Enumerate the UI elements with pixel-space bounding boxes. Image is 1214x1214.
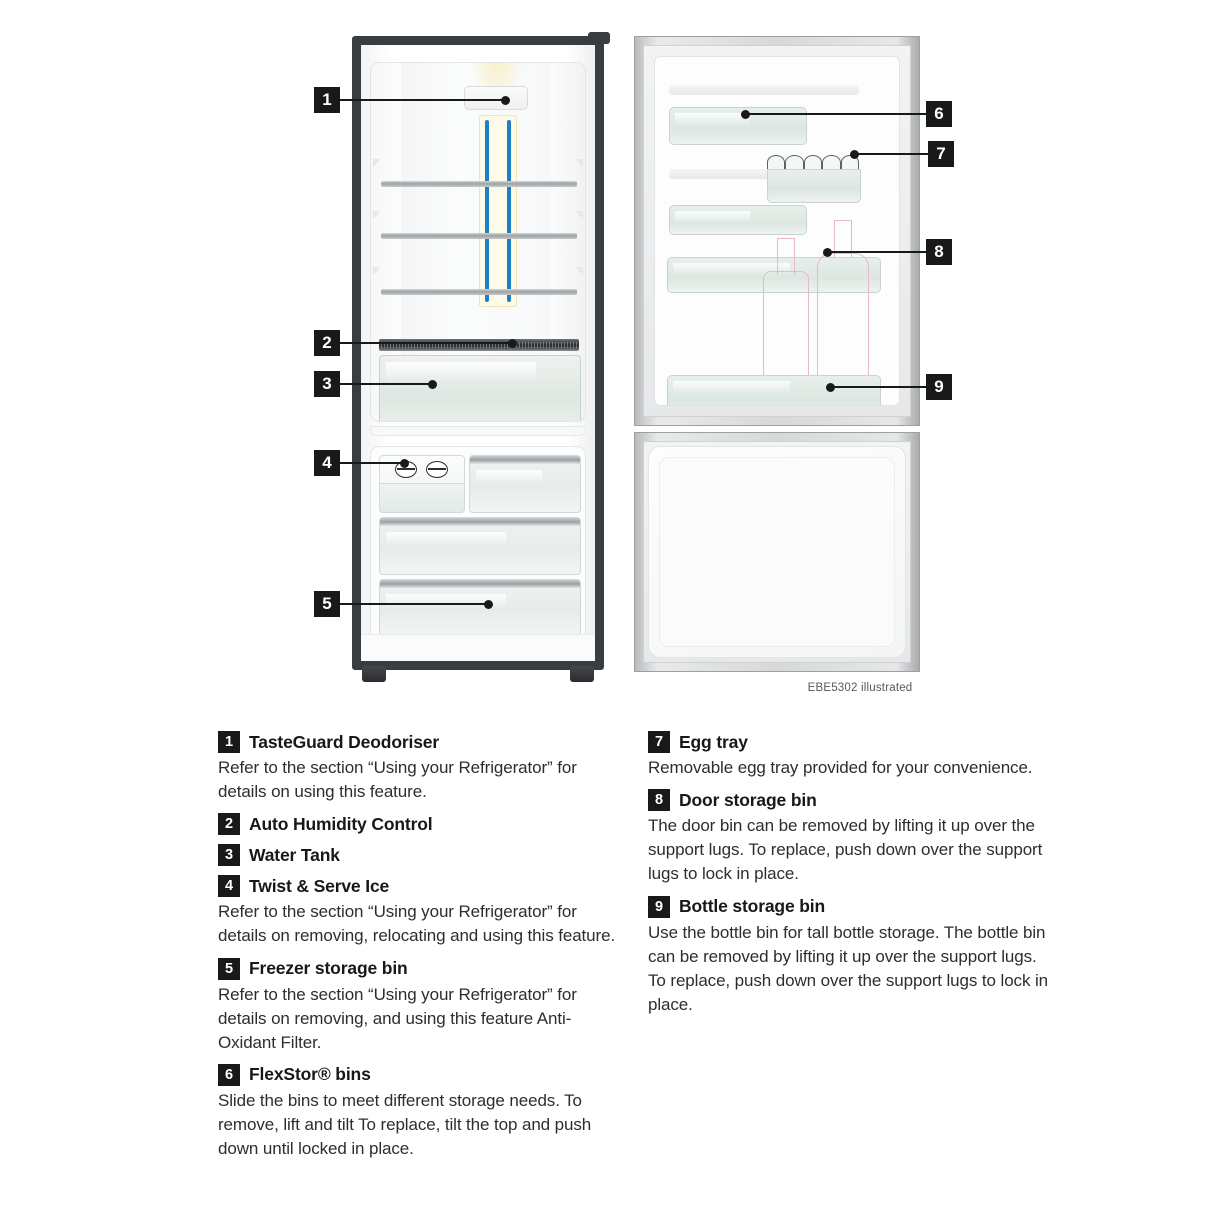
fridge-compartment [370, 62, 586, 422]
legend-number-badge: 3 [218, 844, 240, 866]
legend-body: Refer to the section “Using your Refrigerator” for details on using this feature. [218, 758, 577, 802]
duct-stripe-left [485, 120, 489, 302]
callout-dot [508, 339, 517, 348]
legend-number-badge: 1 [218, 731, 240, 753]
legend-entry-header [218, 958, 618, 980]
egg-cup [767, 155, 785, 170]
legend-number-badge: 7 [648, 731, 670, 753]
legend-entry [218, 958, 618, 1055]
legend-title: Twist & Serve Ice [249, 875, 390, 896]
legend-entry-header [218, 731, 618, 753]
callout-leader-line [855, 153, 928, 155]
legend-body: Removable egg tray provided for your convenience. [648, 758, 1033, 777]
legend-entry [648, 731, 1048, 780]
twist-knob-icon [426, 461, 448, 478]
legend-title: Freezer storage bin [249, 958, 408, 978]
glass-shelf-3 [381, 289, 577, 295]
legend-column-right [648, 722, 1048, 1019]
callout-leader-line [340, 462, 404, 464]
callout-3 [314, 371, 437, 397]
callout-1 [314, 87, 510, 113]
callout-7 [850, 141, 954, 167]
legend-entry [218, 875, 618, 948]
callout-6 [741, 101, 952, 127]
legend-entry [218, 813, 618, 835]
legend-entry [218, 731, 618, 804]
fridge-door-panel [634, 36, 920, 426]
legend-title: Bottle storage bin [679, 896, 826, 916]
legend-title: Auto Humidity Control [249, 813, 433, 834]
flexstor-bin-lower [669, 205, 807, 235]
callout-badge: 5 [314, 591, 340, 617]
egg-cup [785, 155, 803, 170]
callout-badge: 1 [314, 87, 340, 113]
callout-badge: 7 [928, 141, 954, 167]
callout-badge: 8 [926, 239, 952, 265]
legend-entry [218, 1064, 618, 1161]
shelf-lug-icon [576, 211, 583, 220]
legend-body: Use the bottle bin for tall bottle storage. The bottle bin can be removed by lifting it up over the support lugs. To replace, push down over the support lugs to lock in place. [648, 922, 1049, 1014]
legend-body: Refer to the section “Using your Refrigerator” for details on removing, and using this feature Anti-Oxidant Filter. [218, 984, 577, 1052]
callout-9 [826, 374, 952, 400]
callout-leader-line [340, 99, 505, 101]
bottle-outline-large [817, 253, 869, 382]
cabinet-top-cap [588, 32, 610, 44]
legend-body: Slide the bins to meet different storage needs. To remove, lift and tilt To replace, tilt the top and push down until locked in place. [218, 1090, 592, 1159]
callout-badge: 9 [926, 374, 952, 400]
callout-leader-line [828, 251, 926, 253]
legend-entry-header [648, 789, 1048, 811]
adjustable-foot-right [570, 666, 594, 682]
bottle-outline-small [763, 271, 809, 382]
door-rail-top [669, 85, 859, 95]
freezer-door-panel [634, 432, 920, 672]
legend-entry-header [218, 875, 618, 897]
duct-stripe-right [507, 120, 511, 302]
callout-badge: 6 [926, 101, 952, 127]
legend-title: Egg tray [679, 731, 748, 752]
callout-badge: 4 [314, 450, 340, 476]
legend-title: Door storage bin [679, 789, 817, 810]
callout-leader-line [340, 342, 512, 344]
legend-body: Refer to the section “Using your Refrigerator” for details on removing, relocating and using this feature. [218, 902, 616, 946]
egg-cups-icon [767, 155, 859, 170]
callout-badge: 2 [314, 330, 340, 356]
legend-entry-header [218, 1064, 618, 1086]
legend-columns [0, 722, 1214, 1214]
legend-number-badge: 8 [648, 789, 670, 811]
cabinet-plinth [361, 634, 595, 661]
legend-number-badge: 5 [218, 958, 240, 980]
legend-title: Water Tank [249, 844, 340, 865]
legend-entry-header [218, 844, 618, 866]
freezer-door-inner-panel [659, 457, 895, 647]
ice-collection-bin [379, 483, 465, 513]
callout-dot [501, 96, 510, 105]
model-caption: EBE5302 illustrated [807, 682, 913, 694]
shelf-lug-icon [576, 267, 583, 276]
callout-8 [823, 239, 952, 265]
callout-leader-line [340, 603, 488, 605]
compartment-divider [370, 426, 586, 436]
glass-shelf-2 [381, 233, 577, 239]
adjustable-foot-left [362, 666, 386, 682]
callout-dot [484, 600, 493, 609]
legend-entry-header [648, 731, 1048, 753]
shelf-lug-icon [373, 211, 380, 220]
shelf-lug-icon [576, 159, 583, 168]
legend-entry [648, 789, 1048, 886]
legend-entry [648, 896, 1048, 1018]
callout-dot [428, 380, 437, 389]
airflow-duct [479, 115, 517, 307]
legend-number-badge: 2 [218, 813, 240, 835]
callout-leader-line [831, 386, 926, 388]
freezer-bin-top-right [469, 455, 581, 513]
bottle-neck [777, 238, 795, 275]
egg-tray [767, 169, 861, 203]
callout-leader-line [746, 113, 926, 115]
legend-entry [218, 844, 618, 866]
legend-number-badge: 4 [218, 875, 240, 897]
freezer-door-liner [648, 446, 906, 658]
shelf-lug-icon [373, 267, 380, 276]
callout-badge: 3 [314, 371, 340, 397]
egg-cup [804, 155, 822, 170]
glass-shelf-1 [381, 181, 577, 187]
legend-entry-header [218, 813, 618, 835]
legend-body: The door bin can be removed by lifting it up over the support lugs. To replace, push down over the support lugs to lock in place. [648, 816, 1043, 884]
egg-cup [822, 155, 840, 170]
shelf-lug-icon [373, 159, 380, 168]
legend-number-badge: 6 [218, 1064, 240, 1086]
legend-title: FlexStor® bins [249, 1064, 371, 1085]
callout-5 [314, 591, 493, 617]
legend-number-badge: 9 [648, 896, 670, 918]
legend-column-left [218, 722, 618, 1163]
legend-title: TasteGuard Deodoriser [249, 731, 440, 752]
callout-2 [314, 330, 517, 356]
callout-dot [400, 459, 409, 468]
callout-4 [314, 450, 409, 476]
legend-entry-header [648, 896, 1048, 918]
freezer-bin-middle [379, 517, 581, 575]
callout-leader-line [340, 383, 432, 385]
